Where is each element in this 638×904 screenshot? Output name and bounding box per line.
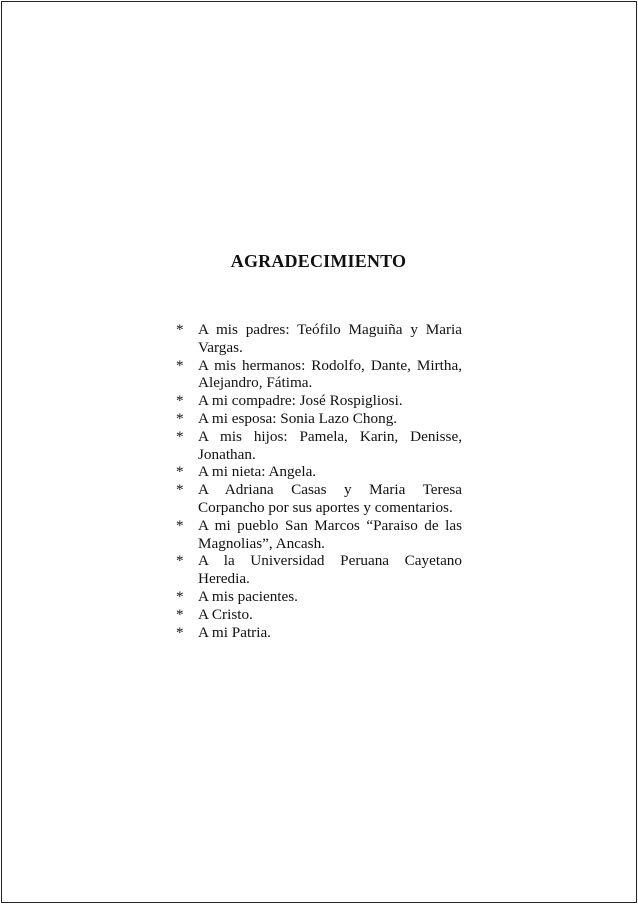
- list-item-text: A mis hijos: Pamela, Karin, Denisse, Jonathan.: [198, 427, 462, 463]
- bullet-asterisk: *: [176, 409, 184, 427]
- list-item: [176, 428, 462, 464]
- list-item-text: A mi nieta: Angela.: [198, 463, 317, 481]
- list-item: [176, 552, 462, 588]
- bullet-asterisk: *: [176, 605, 184, 623]
- list-item-text: A la Universidad Peruana Cayetano Heredia.: [198, 552, 462, 588]
- bullet-asterisk: *: [176, 623, 184, 641]
- list-item: [176, 321, 462, 357]
- bullet-asterisk: *: [176, 552, 184, 570]
- list-item-text: A mis pacientes.: [198, 587, 298, 605]
- list-item-text: A mi pueblo San Marcos “Paraiso de las Magnolias”, Ancash.: [198, 516, 462, 552]
- bullet-asterisk: *: [176, 463, 184, 481]
- bullet-asterisk: *: [176, 427, 184, 445]
- list-item-text: A Adriana Casas y Maria Teresa Corpancho por sus aportes y comentarios.: [198, 481, 462, 516]
- bullet-asterisk: *: [176, 516, 184, 534]
- list-item-text: A mi compadre: José Rospigliosi.: [198, 392, 403, 410]
- bullet-asterisk: *: [176, 587, 184, 605]
- bullet-asterisk: *: [176, 481, 184, 499]
- list-item: [176, 392, 462, 410]
- list-item: [176, 624, 462, 642]
- list-item-text: A mis padres: Teófilo Maguiña y Maria Vargas.: [198, 321, 462, 356]
- list-item: [176, 410, 462, 428]
- list-item: [176, 463, 462, 481]
- list-item: [176, 517, 462, 553]
- list-item: [176, 606, 462, 624]
- bullet-asterisk: *: [176, 321, 184, 338]
- list-item: [176, 481, 462, 517]
- list-item: [176, 588, 462, 606]
- list-item-text: A mis hermanos: Rodolfo, Dante, Mirtha, Alejandro, Fátima.: [198, 356, 462, 392]
- list-item: [176, 357, 462, 393]
- bullet-asterisk: *: [176, 356, 184, 374]
- bullet-asterisk: *: [176, 392, 184, 410]
- list-item-text: A Cristo.: [198, 605, 253, 623]
- acknowledgement-list: [176, 321, 462, 641]
- list-item-text: A mi esposa: Sonia Lazo Chong.: [198, 409, 398, 427]
- list-item-text: A mi Patria.: [198, 623, 271, 641]
- page-title: AGRADECIMIENTO: [230, 251, 407, 271]
